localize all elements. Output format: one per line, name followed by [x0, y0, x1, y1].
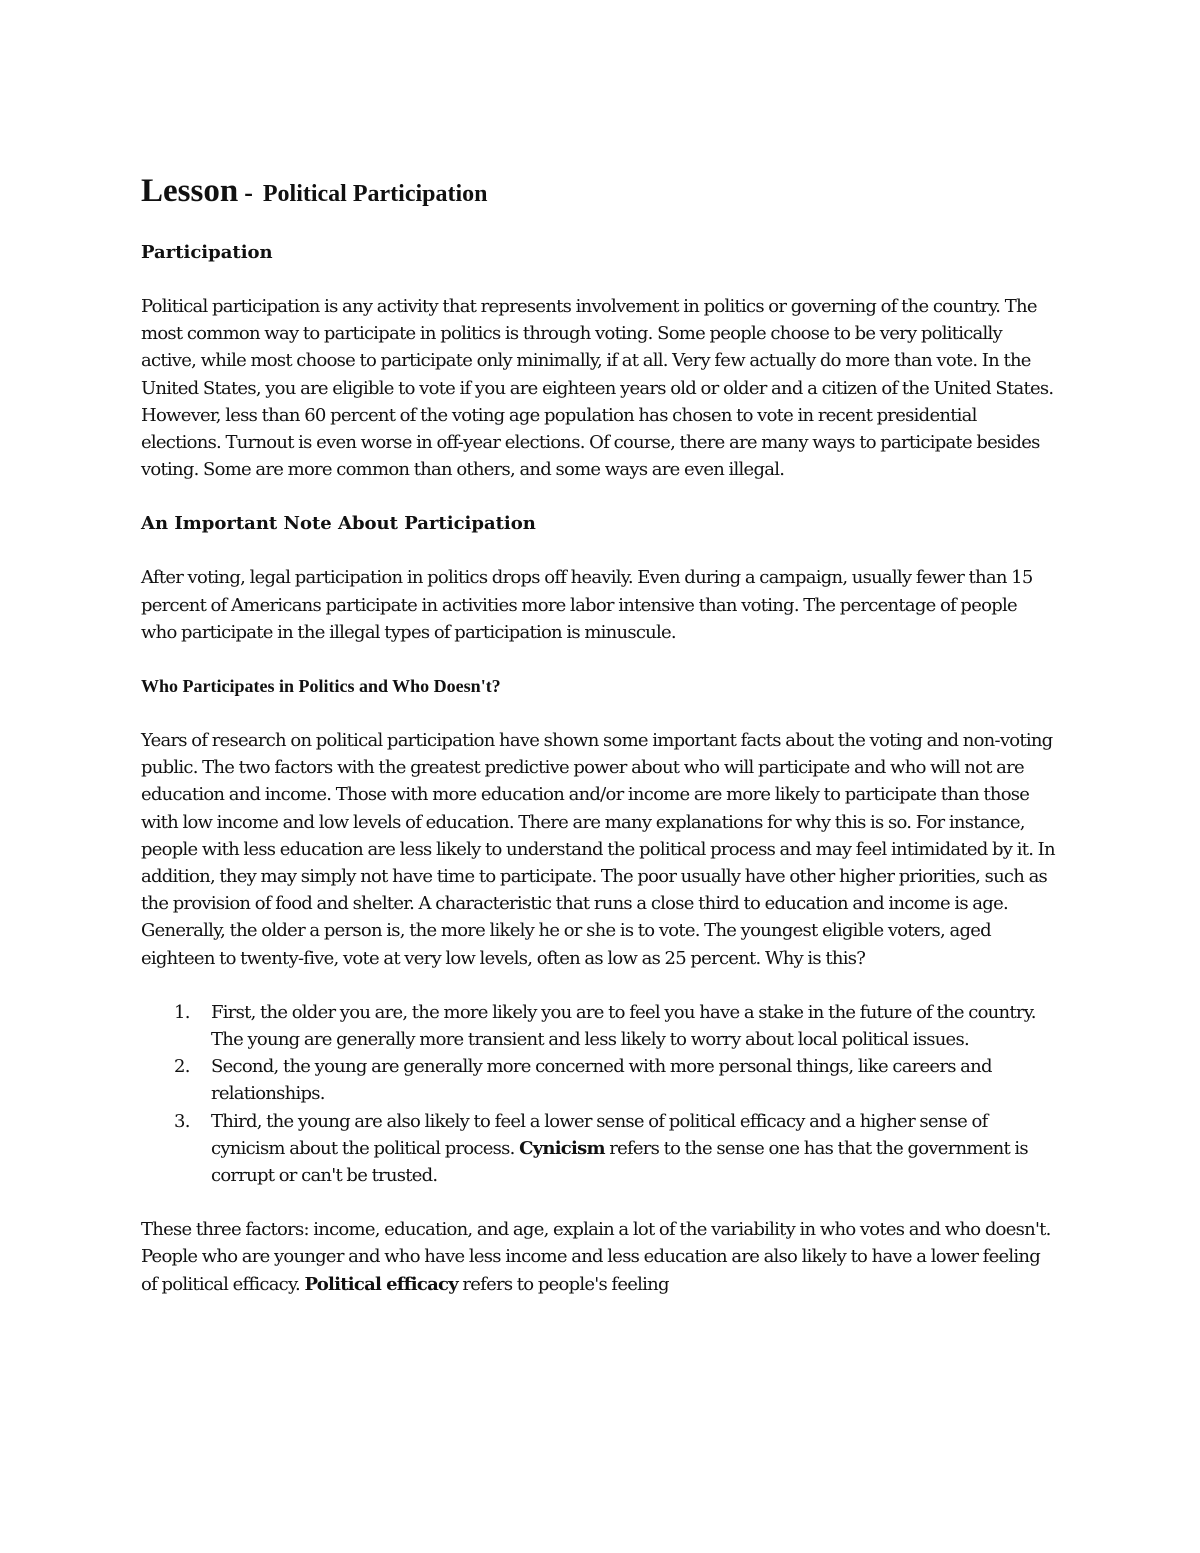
title-subject: Political Participation [262, 181, 488, 207]
document-page [141, 168, 1056, 1298]
term-cynicism: Cynicism [519, 1137, 605, 1159]
reasons-list [141, 999, 1056, 1189]
heading-who-participates: Who Participates in Politics and Who Doesn't? [141, 676, 501, 697]
list-text: Third, the young are also likely to feel a lower sense of political efficacy and a higher sense of cynicism about the political process. [211, 1110, 988, 1159]
paragraph-participation: Political participation is any activity that represents involvement in politics or governing of the country. The most common way to participate in politics is through voting. Some people choose to be very politically active, while most choose to participate only minimally, if at all. Very few actually do more than vote. In the United States, you are eligible to vote if you are eighteen years old or older and a citizen of the United States. However, less than 60 percent of the voting age population has chosen to vote in recent presidential elections. Turnout is even worse in off-year elections. Of course, there are many ways to participate besides voting. Some are more common than others, and some ways are even illegal. [141, 296, 1054, 481]
paragraph-who-participates: Years of research on political participation have shown some important facts about the voting and non-voting public. The two factors with the greatest predictive power about who will participate and who will not are education and income. Those with more education and/or income are more likely to participate than those with low income and low levels of education. There are many explanations for why this is so. For instance, people with less education are less likely to understand the political process and may feel intimidated by it. In addition, they may simply not have time to participate. The poor usually have other higher priorities, such as the provision of food and shelter. A characteristic that runs a close third to education and income is age. Generally, the older a person is, the more likely he or she is to vote. The youngest eligible voters, aged eighteen to twenty-five, vote at very low levels, often as low as 25 percent. Why is this? [141, 730, 1055, 969]
heading-participation: Participation [141, 242, 273, 263]
heading-important-note: An Important Note About Participation [141, 513, 536, 535]
list-number: 2. [174, 1056, 190, 1078]
list-item [141, 1108, 1056, 1190]
list-item [141, 1053, 1056, 1107]
title-lesson: Lesson [141, 173, 239, 209]
list-text: First, the older you are, the more likely you are to feel you have a stake in the future of the country. The young are generally more transient and less likely to worry about local political issues. [211, 1001, 1036, 1051]
list-text: refers to the sense one has that the government is corrupt or can't be trusted. [211, 1137, 1028, 1187]
title-separator: - [244, 178, 253, 207]
document-title [141, 168, 1056, 212]
closing-text: refers to people's feeling [457, 1273, 669, 1295]
list-text: Second, the young are generally more concerned with more personal things, like careers and relationships. [211, 1056, 992, 1105]
closing-text: These three factors: income, education, and age, explain a lot of the variability in who votes and who doesn't. People who are younger and who have less income and less education are also likely to have a lower feeling of political efficacy. [141, 1219, 1051, 1295]
list-item [141, 999, 1056, 1053]
paragraph-important-note: After voting, legal participation in politics drops off heavily. Even during a campaign, usually fewer than 15 percent of Americans participate in activities more labor intensive than voting. The percentage of people who participate in the illegal types of participation is minuscule. [141, 567, 1033, 643]
list-number: 1. [174, 1001, 190, 1023]
paragraph-closing [141, 1216, 1056, 1298]
list-number: 3. [174, 1110, 190, 1132]
term-political-efficacy: Political efficacy [304, 1273, 458, 1295]
